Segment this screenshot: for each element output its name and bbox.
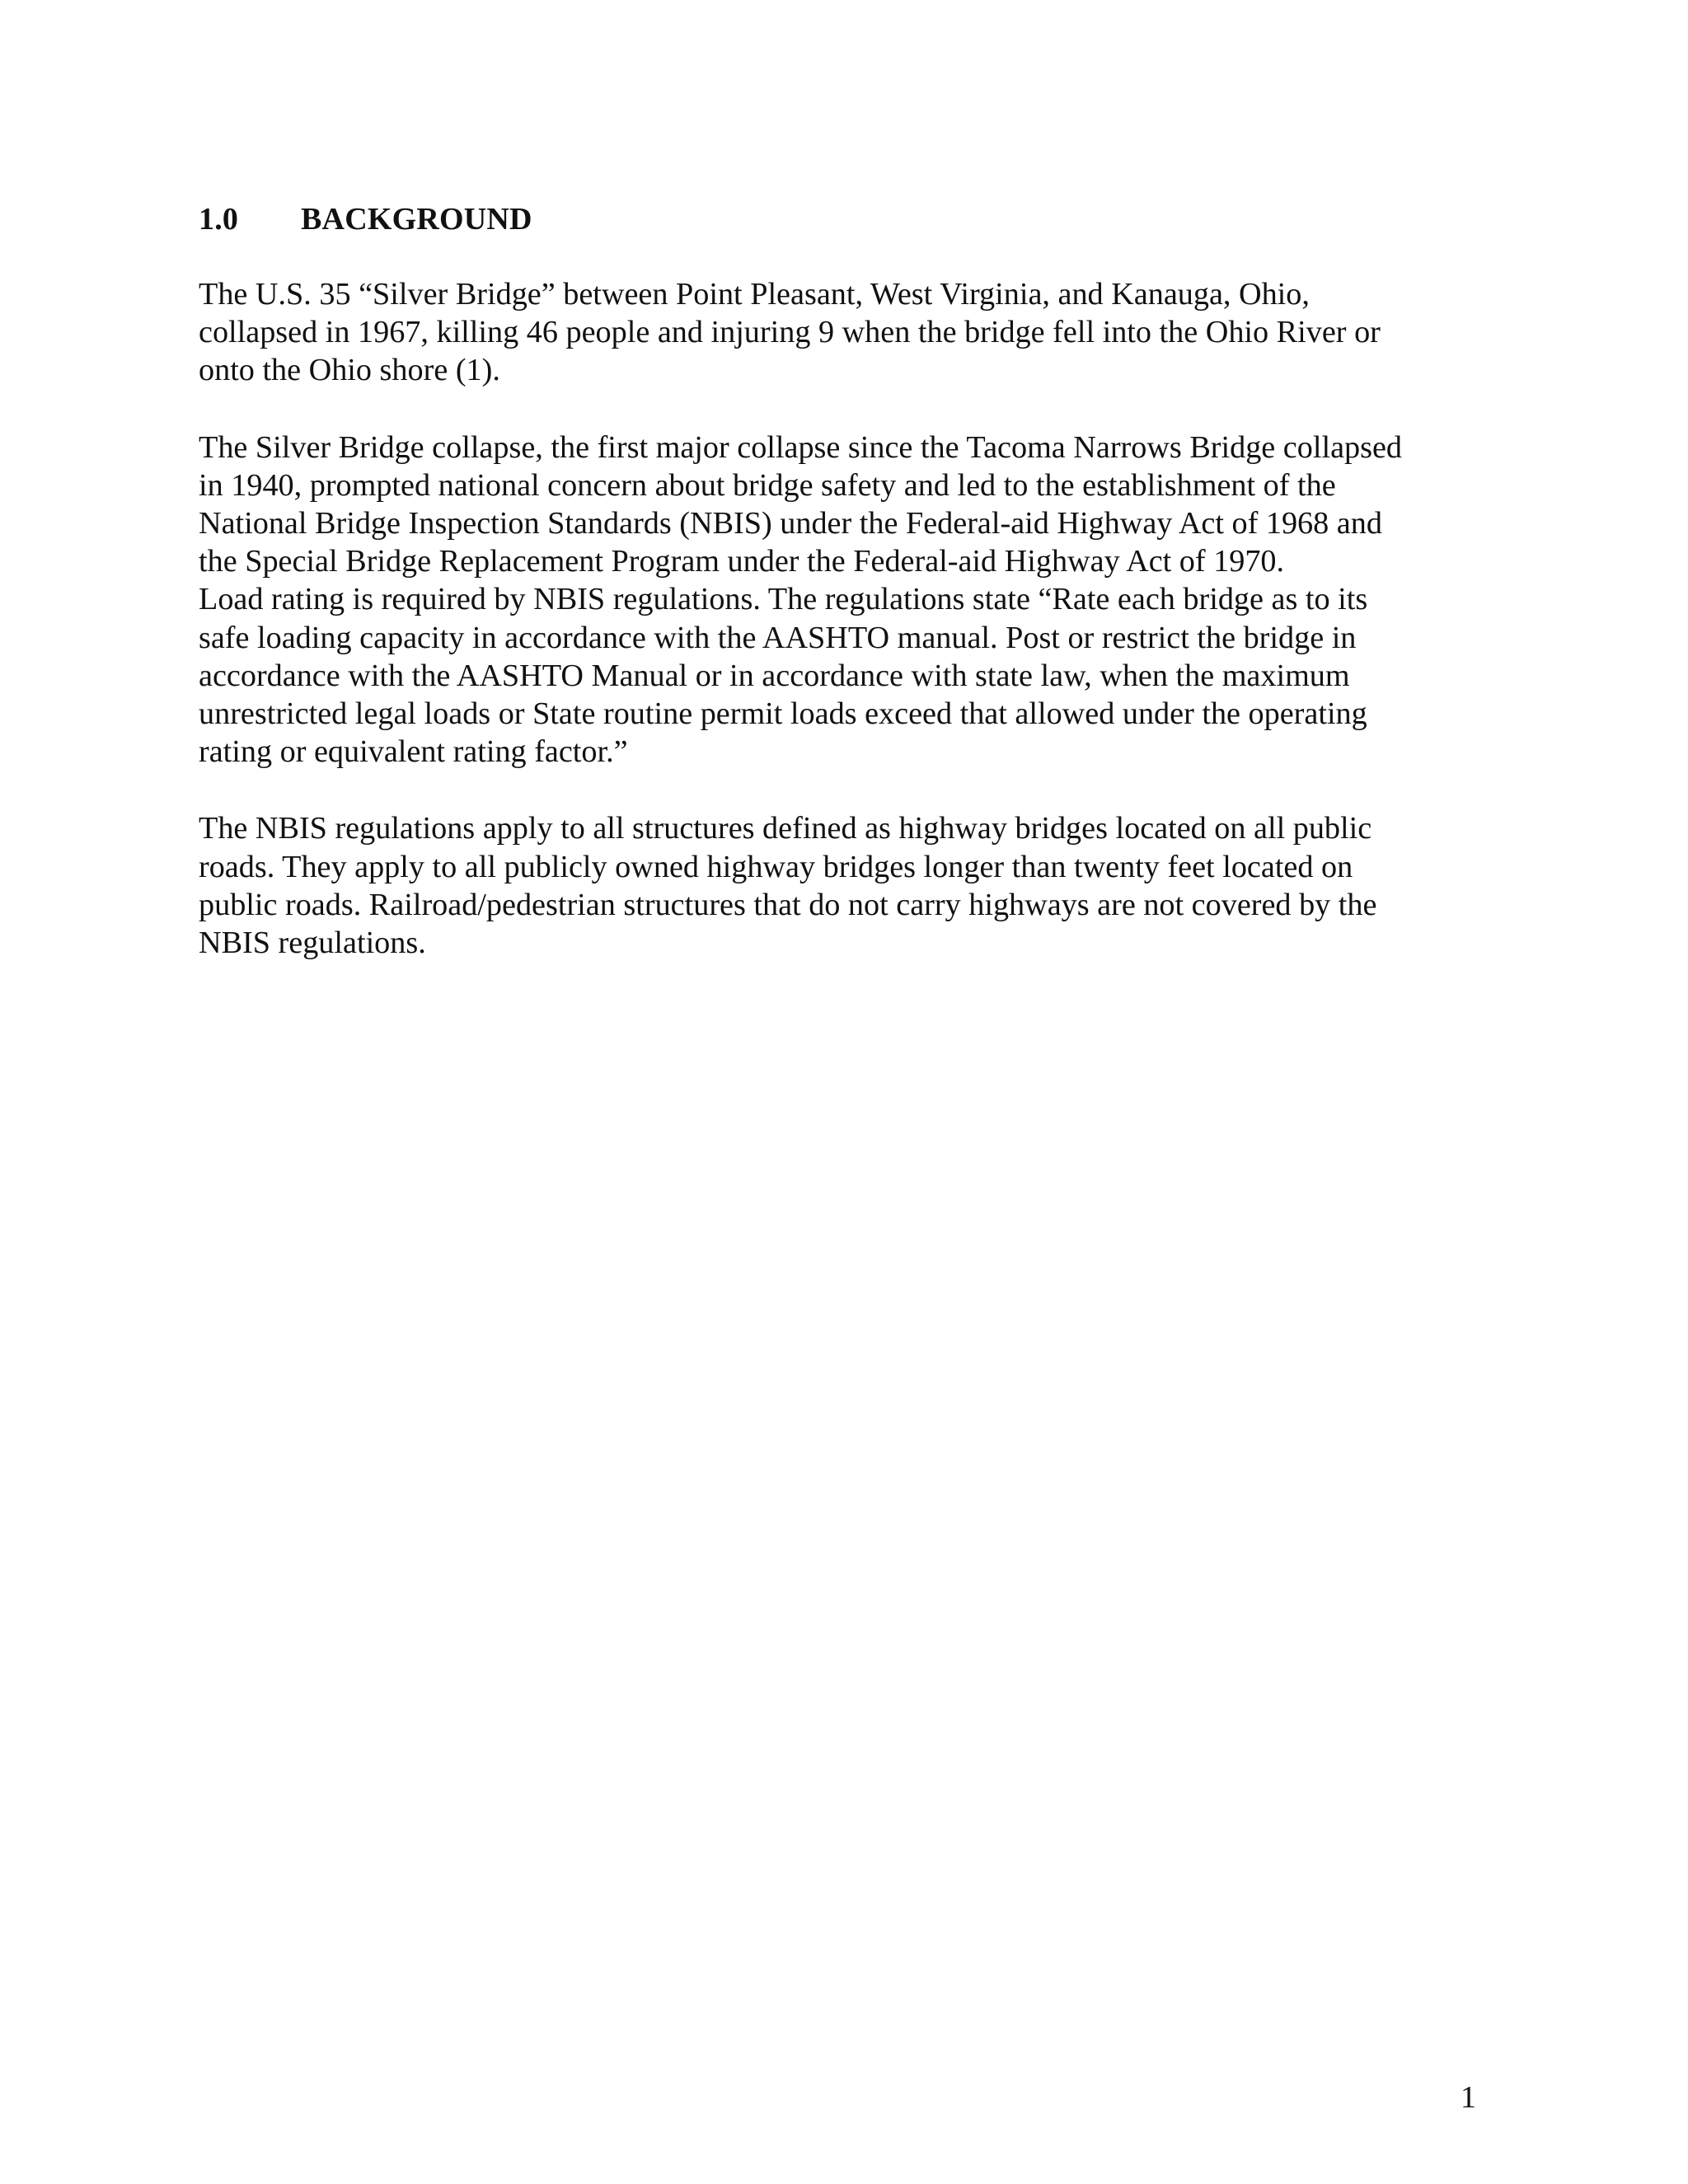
text-line: in 1940, prompted national concern about bridge safety and led to the establishment of the	[199, 467, 1336, 503]
page-content	[199, 200, 1517, 962]
paragraph-nbis-history	[199, 429, 1517, 771]
text-line: NBIS regulations.	[199, 926, 426, 961]
text-line: the Special Bridge Replacement Program under the Federal-aid Highway Act of 1970.	[199, 544, 1285, 579]
text-line: Load rating is required by NBIS regulations. The regulations state “Rate each bridge as to its	[199, 582, 1368, 617]
paragraph-silver-bridge	[199, 275, 1517, 390]
section-title: BACKGROUND	[301, 202, 532, 237]
text-line: safe loading capacity in accordance with the AASHTO manual. Post or restrict the bridge in	[199, 620, 1357, 655]
text-line: onto the Ohio shore (1).	[199, 353, 500, 388]
text-line: rating or equivalent rating factor.”	[199, 734, 628, 770]
text-line: accordance with the AASHTO Manual or in accordance with state law, when the maximum	[199, 658, 1350, 693]
text-line: National Bridge Inspection Standards (NBIS) under the Federal-aid Highway Act of 1968 and	[199, 506, 1382, 541]
text-line: The NBIS regulations apply to all structures defined as highway bridges located on all public	[199, 811, 1372, 846]
text-line: The U.S. 35 “Silver Bridge” between Point Pleasant, West Virginia, and Kanauga, Ohio,	[199, 277, 1310, 312]
text-line: unrestricted legal loads or State routine permit loads exceed that allowed under the operating	[199, 696, 1367, 732]
paragraph-nbis-scope	[199, 809, 1517, 962]
page-number: 1	[1461, 2080, 1476, 2115]
text-line: The Silver Bridge collapse, the first major collapse since the Tacoma Narrows Bridge collapsed	[199, 429, 1403, 465]
paragraph-spacer	[199, 390, 1517, 429]
section-heading	[199, 200, 1517, 238]
text-line: collapsed in 1967, killing 46 people and injuring 9 when the bridge fell into the Ohio River or	[199, 315, 1381, 350]
text-line: roads. They apply to all publicly owned highway bridges longer than twenty feet located on	[199, 849, 1353, 884]
paragraph-spacer	[199, 771, 1517, 809]
text-line: public roads. Railroad/pedestrian structures that do not carry highways are not covered by the	[199, 887, 1377, 922]
section-number: 1.0	[199, 202, 239, 237]
